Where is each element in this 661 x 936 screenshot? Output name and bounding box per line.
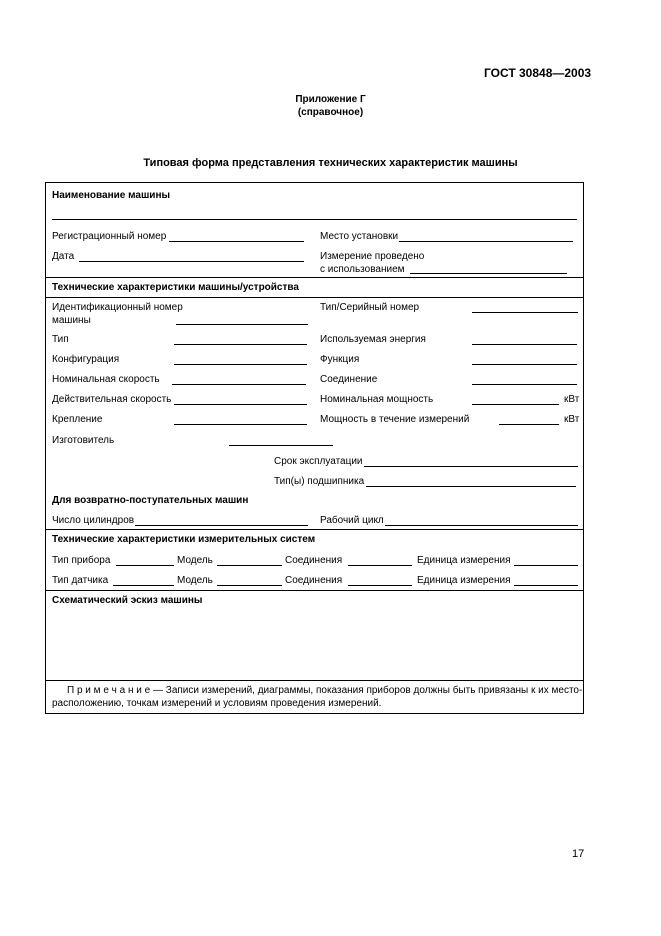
install-place-field[interactable] [399,241,573,242]
connection-label: Соединение [320,374,378,385]
cylinders-field[interactable] [135,525,308,526]
note-line1: П р и м е ч а н и е — Записи измерений, диаграммы, показания приборов должны быть привязаны к их место- [67,685,583,696]
mounting-field[interactable] [174,424,307,425]
device-heading: Технические характеристики машины/устройства [52,282,299,293]
model-label: Модель [177,555,213,566]
connections-label: Соединения [285,575,343,586]
nominal-power-field[interactable] [472,404,559,405]
machine-name-field[interactable] [52,219,577,220]
form-title: Типовая форма представления технических характеристик машины [143,157,518,169]
unit-label: Единица измерения [417,575,511,586]
document-number: ГОСТ 30848—2003 [484,66,592,80]
energy-field[interactable] [472,344,577,345]
unit-field[interactable] [514,585,578,586]
cylinders-label: Число цилиндров [52,515,135,526]
id-number-label-line2: машины [52,315,91,326]
nominal-speed-field[interactable] [172,384,306,385]
function-label: Функция [320,354,360,365]
work-cycle-field[interactable] [385,525,578,526]
connections-label: Соединения [285,555,343,566]
bearing-type-field[interactable] [366,486,576,487]
manufacturer-label: Изготовитель [52,435,115,446]
manufacturer-field[interactable] [229,445,333,446]
unit-field[interactable] [514,565,578,566]
measured-with-field[interactable] [410,273,567,274]
service-life-field[interactable] [364,466,578,467]
model-field[interactable] [217,565,282,566]
measured-label-line2: с использованием [320,264,405,275]
model-field[interactable] [217,585,282,586]
reg-number-field[interactable] [169,241,304,242]
section-divider [46,680,583,681]
note-line2: расположению, точкам измерений и условиям проведения измерений. [52,698,382,709]
kw-unit-label: кВт [564,414,580,425]
nominal-power-label: Номинальная мощность [320,394,434,405]
appendix-subtitle: (справочное) [297,107,364,118]
actual-speed-field[interactable] [174,404,307,405]
install-place-label: Место установки [320,231,399,242]
measuring-heading: Технические характеристики измерительных систем [52,534,316,545]
config-field[interactable] [174,364,307,365]
connections-field[interactable] [348,565,412,566]
nominal-speed-label: Номинальная скорость [52,374,160,385]
bearing-type-label: Тип(ы) подшипника [274,476,365,487]
id-number-label-line1: Идентификационный номер [52,302,183,313]
date-field[interactable] [79,261,304,262]
section-divider [46,590,583,591]
mounting-label: Крепление [52,414,103,425]
energy-label: Используемая энергия [320,334,426,345]
appendix-title: Приложение Г [295,94,366,105]
power-during-field[interactable] [499,424,559,425]
config-label: Конфигурация [52,354,120,365]
type-label: Тип [52,334,69,345]
connections-field[interactable] [348,585,412,586]
machine-characteristics-form [45,182,584,714]
sensor-type-label: Тип датчика [52,575,109,586]
section-divider [46,297,583,298]
power-during-label: Мощность в течение измерений [320,414,470,425]
model-label: Модель [177,575,213,586]
sensor-type-field[interactable] [113,585,174,586]
measured-label-line1: Измерение проведено [320,251,425,262]
function-field[interactable] [472,364,577,365]
unit-label: Единица измерения [417,555,511,566]
type-field[interactable] [174,344,307,345]
work-cycle-label: Рабочий цикл [320,515,384,526]
section-divider [46,529,583,530]
sketch-heading: Схематический эскиз машины [52,595,203,606]
device-type-label: Тип прибора [52,555,111,566]
reg-number-label: Регистрационный номер [52,231,167,242]
service-life-label: Срок эксплуатации [274,456,363,467]
reciprocating-heading: Для возвратно-поступательных машин [52,495,249,506]
connection-field[interactable] [472,384,577,385]
actual-speed-label: Действительная скорость [52,394,172,405]
date-label: Дата [52,251,75,262]
section-divider [46,277,583,278]
id-number-field[interactable] [176,324,308,325]
page-number: 17 [572,848,585,860]
type-serial-label: Тип/Серийный номер [320,302,420,313]
device-type-field[interactable] [116,565,174,566]
type-serial-field[interactable] [472,312,578,313]
kw-unit-label: кВт [564,394,580,405]
machine-name-heading: Наименование машины [52,190,171,201]
sketch-area[interactable] [52,611,577,677]
